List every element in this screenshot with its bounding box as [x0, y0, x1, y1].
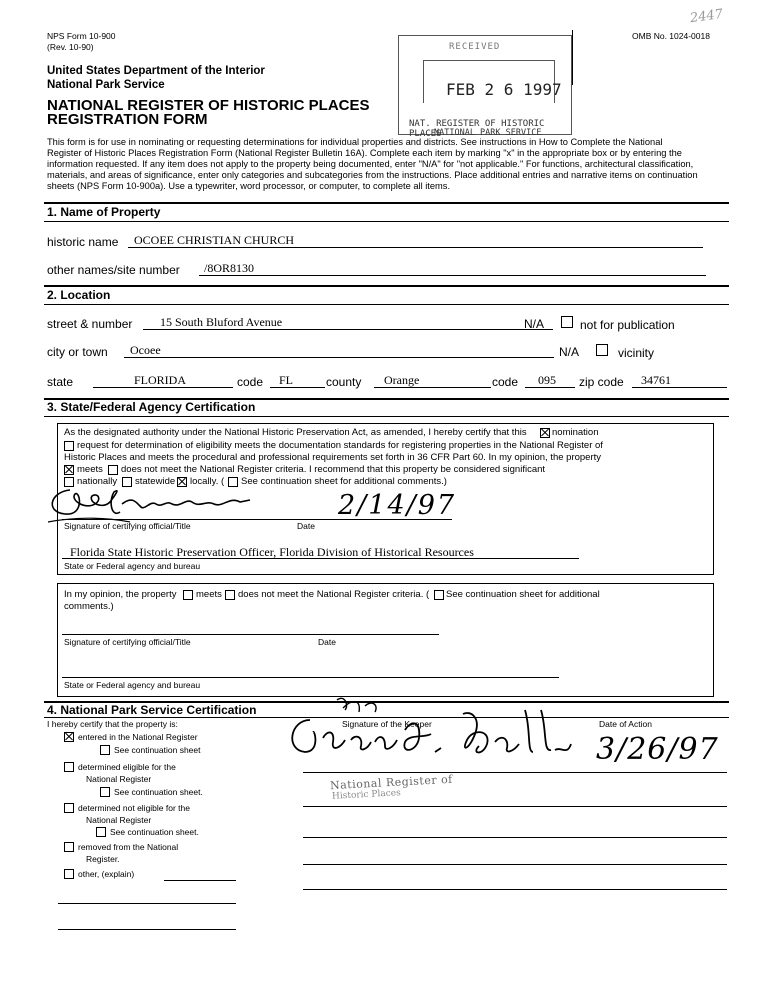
historic-name-value: OCOEE CHRISTIAN CHURCH	[134, 233, 295, 247]
service-name: National Park Service	[47, 79, 165, 91]
instructions-line: Register of Historic Places Registration Form (National Register Bulletin 16A). Complete each item by marking "x" in the appropriate box or by entering the	[47, 148, 682, 158]
explain-line	[58, 929, 236, 930]
section3-heading: 3. State/Federal Agency Certification	[47, 400, 256, 414]
fill-line	[143, 329, 553, 330]
state-code-label: code	[237, 375, 264, 389]
received-date: FEB 2 6 1997	[446, 80, 562, 99]
form-revision: (Rev. 10-90)	[47, 42, 94, 52]
option-eligible-label: determined eligible for the	[78, 762, 176, 772]
agency-value: Florida State Historic Preservation Officer, Florida Division of Historical Resources	[70, 545, 474, 559]
section-rule	[44, 416, 729, 417]
not-for-publication-checkbox[interactable]	[561, 316, 573, 328]
fill-line	[270, 387, 325, 388]
fill-line	[374, 387, 491, 388]
site-number-value: /8OR8130	[204, 261, 255, 275]
section1-heading: 1. Name of Property	[47, 205, 161, 219]
vicinity-checkbox[interactable]	[596, 344, 608, 356]
keeper-line	[303, 772, 727, 773]
not-eligible-continuation-checkbox[interactable]	[96, 827, 106, 837]
nomination-label: nomination	[552, 427, 599, 438]
agency-line	[62, 677, 559, 678]
section-rule	[44, 285, 729, 287]
vicinity-label: vicinity	[618, 346, 655, 360]
zip-label: zip code	[579, 375, 624, 389]
agency-label: State or Federal agency and bureau	[64, 561, 201, 571]
option-removed-label-2: Register.	[86, 854, 120, 864]
cert-text-line2: request for determination of eligibility meets the documentation standards for registering properties in the National Register of	[77, 440, 603, 451]
certify-statement: I hereby certify that the property is:	[47, 719, 178, 729]
not-eligible-checkbox[interactable]	[64, 803, 74, 813]
corner-handwritten-note: 2447	[689, 6, 724, 27]
fill-line	[124, 357, 554, 358]
removed-checkbox[interactable]	[64, 842, 74, 852]
section2-heading: 2. Location	[47, 288, 111, 302]
fill-line	[632, 387, 727, 388]
opinion-does-not-meet-label: does not meet the National Register criteria. (	[238, 589, 430, 600]
opinion-does-not-meet-checkbox[interactable]	[225, 590, 235, 600]
historic-name-label: historic name	[47, 235, 119, 249]
locally-label: locally. (	[190, 476, 225, 487]
section-rule	[44, 304, 729, 305]
eligible-continuation-checkbox[interactable]	[100, 787, 110, 797]
state-code-value: FL	[279, 373, 294, 387]
stamp-edge-mark	[572, 30, 574, 85]
determination-request-checkbox[interactable]	[64, 441, 74, 451]
keeper-line	[303, 864, 727, 865]
instructions	[47, 137, 737, 192]
instructions-line: materials, and areas of significance, enter only categories and subcategories from the instructions. Place additional entries and narrative items on continuation	[47, 170, 698, 180]
explain-line	[58, 903, 236, 904]
zip-value: 34761	[641, 373, 671, 387]
option-other-label: other, (explain)	[78, 869, 135, 879]
other-names-label: other names/site number	[47, 263, 180, 277]
signature-date: 2/14/97	[338, 490, 457, 521]
entered-continuation-checkbox[interactable]	[100, 745, 110, 755]
stamp-nat-register: NAT. REGISTER OF HISTORIC PLACES	[409, 119, 545, 139]
received-label: RECEIVED	[449, 42, 501, 52]
date-of-action-label: Date of Action	[599, 719, 652, 729]
keeper-line	[303, 837, 727, 838]
keeper-signature-label: Signature of the Keeper	[342, 719, 432, 729]
signature-label: Signature of certifying official/Title	[64, 521, 191, 531]
opinion-text: In my opinion, the property	[64, 589, 177, 600]
county-code-value: 095	[538, 373, 556, 387]
not-eligible-continuation-label: See continuation sheet.	[110, 827, 199, 837]
signature-line	[62, 634, 439, 635]
does-not-meet-checkbox[interactable]	[108, 465, 118, 475]
keeper-signature	[275, 690, 575, 780]
keeper-line	[303, 889, 727, 890]
option-removed-label: removed from the National	[78, 842, 179, 852]
meets-label: meets	[77, 464, 103, 475]
section-rule	[44, 202, 729, 204]
omb-number: OMB No. 1024-0018	[632, 31, 710, 41]
entered-continuation-label: See continuation sheet	[114, 745, 201, 755]
agency2-label: State or Federal agency and bureau	[64, 680, 201, 690]
stamp-nps: NATIONAL PARK SERVICE	[434, 128, 542, 138]
entered-checkbox[interactable]	[64, 732, 74, 742]
statewide-label: statewide	[135, 476, 176, 487]
date2-label: Date	[318, 637, 336, 647]
signature2-label: Signature of certifying official/Title	[64, 637, 191, 647]
city-value: Ocoee	[130, 343, 161, 357]
county-code-label: code	[492, 375, 519, 389]
meets-criteria-checkbox[interactable]	[64, 465, 74, 475]
received-stamp	[398, 35, 572, 139]
action-date: 3/26/97	[596, 732, 719, 767]
form-title: NATIONAL REGISTER OF HISTORIC PLACES	[47, 97, 370, 114]
street-na: N/A	[524, 317, 545, 331]
fill-line	[93, 387, 233, 388]
fill-line	[525, 387, 575, 388]
does-not-meet-label: does not meet the National Register criteria. I recommend that this property be considered significant	[121, 464, 546, 475]
form-number: NPS Form 10-900	[47, 31, 116, 41]
state-label: state	[47, 375, 74, 389]
not-for-publication-label: not for publication	[580, 318, 675, 332]
nationally-label: nationally	[77, 476, 118, 487]
instructions-line: sheets (NPS Form 10-900a). Use a typewriter, word processor, or computer, to complete all items.	[47, 181, 451, 191]
county-value: Orange	[384, 373, 420, 387]
opinion-continuation-label: See continuation sheet for additional	[446, 589, 600, 600]
opinion-meets-label: meets	[196, 589, 222, 600]
section4-heading: 4. National Park Service Certification	[47, 703, 257, 717]
city-label: city or town	[47, 345, 108, 359]
fill-line	[199, 275, 706, 276]
nr-stamp-line1: National Register of	[329, 772, 454, 793]
keeper-line	[303, 806, 727, 807]
instructions-line: information requested. If any item does not apply to the property being documented, enter "N/A" for "not applicable." For functions, architectural classification,	[47, 159, 694, 169]
street-value: 15 South Bluford Avenue	[160, 315, 283, 329]
explain-line	[164, 880, 236, 881]
city-na: N/A	[559, 345, 580, 359]
nr-stamp-line2: Historic Places	[331, 788, 401, 802]
form-subtitle: REGISTRATION FORM	[47, 111, 208, 128]
fill-line	[128, 247, 703, 248]
cert-text-line1: As the designated authority under the National Historic Preservation Act, as amended, I hereby certify that this	[64, 427, 527, 438]
agency-line	[62, 558, 579, 559]
instructions-line: This form is for use in nominating or requesting determinations for individual properties and districts. See instructions in How to Complete the National	[47, 137, 663, 147]
opinion-comments: comments.)	[64, 601, 114, 612]
other-checkbox[interactable]	[64, 869, 74, 879]
continuation-sheet-label: See continuation sheet for additional comments.)	[241, 476, 447, 487]
option-entered-label: entered in the National Register	[78, 732, 198, 742]
option-not-eligible-label-2: National Register	[86, 815, 152, 825]
section-rule	[44, 221, 729, 222]
opinion-meets-checkbox[interactable]	[183, 590, 193, 600]
nomination-checkbox[interactable]	[540, 428, 550, 438]
department-name: United States Department of the Interior	[47, 65, 265, 77]
street-label: street & number	[47, 317, 133, 331]
opinion-continuation-checkbox[interactable]	[434, 590, 444, 600]
date-label: Date	[297, 521, 315, 531]
cert-text-line3: Historic Places and meets the procedural and professional requirements set forth in 36 CFR Part 60. In my opinion, the property	[64, 452, 602, 463]
eligible-continuation-label: See continuation sheet.	[114, 787, 203, 797]
option-not-eligible-label: determined not eligible for the	[78, 803, 190, 813]
option-eligible-label-2: National Register	[86, 774, 152, 784]
state-value: FLORIDA	[134, 373, 187, 387]
eligible-checkbox[interactable]	[64, 762, 74, 772]
county-label: county	[326, 375, 362, 389]
